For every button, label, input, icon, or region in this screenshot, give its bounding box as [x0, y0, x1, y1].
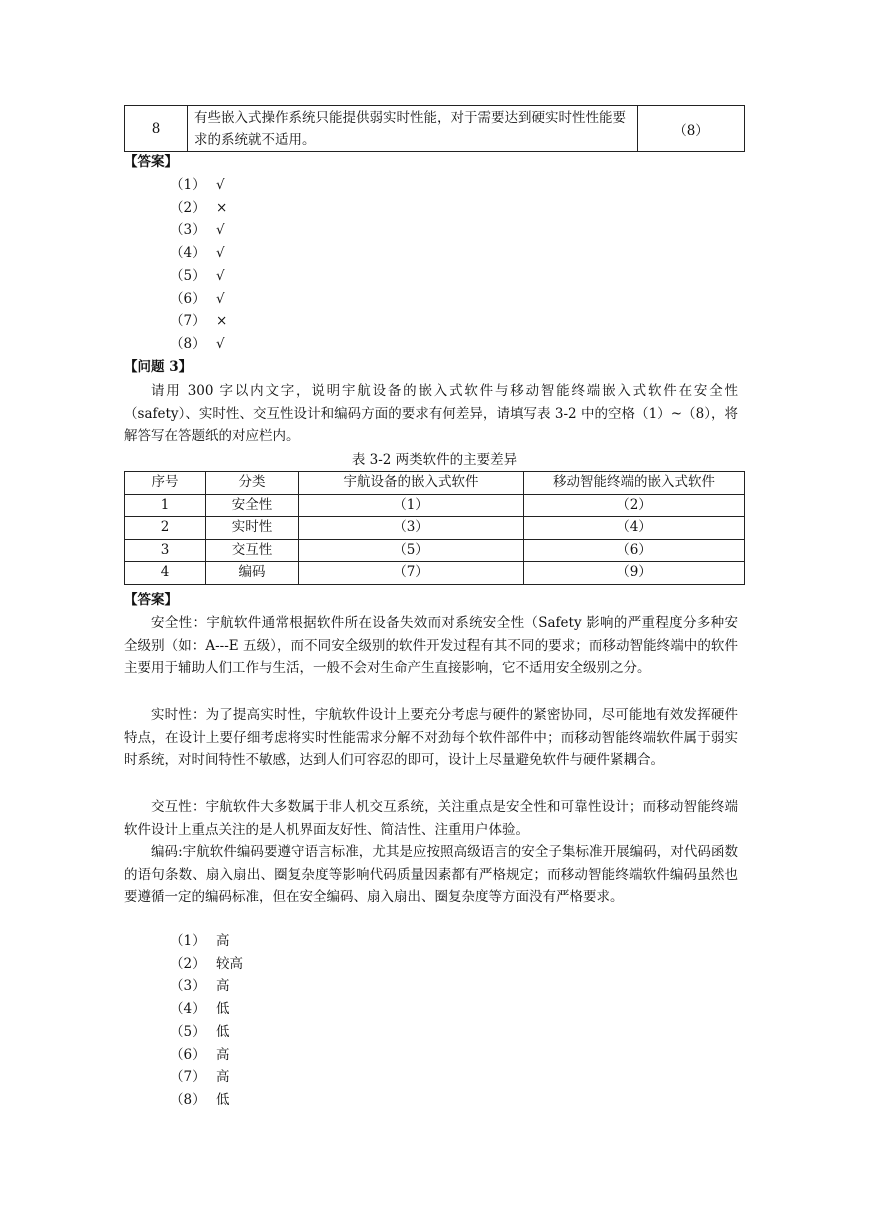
answer-item [170, 310, 227, 332]
paragraph-coding: 编码:宇航软件编码要遵守语言标准，尤其是应按照高级语言的安全子集标准开展编码，对代码函数的语句条数、扇入扇出、圈复杂度等影响代码质量因素都有严格规定；而移动智能终端软件编码虽然也要遵循一定的编码标准，但在安全编码、扇入扇出、圈复杂度等方面没有严格要求。 [124, 844, 738, 906]
answer-number: （8） [170, 335, 206, 352]
table-cell: 编码 [206, 562, 299, 585]
answer-number: （3） [170, 222, 206, 239]
question-3-heading: 【问题 3】 [124, 359, 193, 375]
table-cell: （7） [299, 562, 524, 585]
table-row [125, 562, 745, 585]
answer-item [170, 265, 225, 287]
answer-number: （2） [170, 199, 206, 216]
answer-item [170, 333, 225, 355]
answer-number: （5） [170, 267, 206, 284]
answer-heading: 【答案】 [124, 154, 178, 170]
answer-heading-2: 【答案】 [124, 592, 178, 608]
answer-value: √ [216, 177, 225, 193]
table-cell: 交互性 [206, 539, 299, 562]
answer-value: 较高 [216, 955, 243, 972]
table-cell: （3） [299, 517, 524, 540]
table-cell: 4 [125, 562, 206, 585]
question-3-text: 请用 300 字以内文字，说明宇航设备的嵌入式软件与移动智能终端嵌入式软件在安全性（safety）、实时性、交互性设计和编码方面的要求有何差异，请填写表 3-2 中的空格（1）~（8），将解答写在答题纸的对应栏内。 [124, 383, 738, 445]
answer-item [170, 1021, 230, 1043]
answer-value: 高 [216, 978, 230, 995]
answer-number: （1） [170, 933, 206, 949]
table-cell: （6） [524, 539, 745, 562]
column-header: 移动智能终端的嵌入式软件 [524, 472, 745, 495]
answer-number: （2） [170, 955, 206, 972]
table-row [125, 106, 745, 152]
table-cell: 1 [125, 494, 206, 517]
answer-number: （4） [170, 245, 206, 262]
table-cell-statement: 有些嵌入式操作系统只能提供弱实时性能，对于需要达到硬实时性性能要求的系统就不适用。 [188, 106, 638, 152]
answer-number: （4） [170, 1001, 206, 1018]
answer-item [170, 975, 230, 997]
answer-number: （1） [170, 177, 206, 193]
answer-item [170, 953, 243, 975]
answer-value: 高 [216, 933, 230, 949]
answer-number: （5） [170, 1023, 206, 1040]
answer-item [170, 1066, 230, 1088]
answer-item [170, 288, 225, 310]
table-cell: 3 [125, 539, 206, 562]
answer-number: （3） [170, 978, 206, 995]
table-row [125, 494, 745, 517]
table-cell: 安全性 [206, 494, 299, 517]
answer-value: √ [216, 335, 225, 352]
answer-value: 低 [216, 1001, 230, 1018]
paragraph-interaction: 交互性：宇航软件大多数属于非人机交互系统，关注重点是安全性和可靠性设计；而移动智能终端软件设计上重点关注的是人机界面友好性、简洁性、注重用户体验。 [124, 799, 738, 838]
answer-number: （6） [170, 290, 206, 307]
answer-item [170, 197, 227, 219]
answer-number: （6） [170, 1046, 206, 1063]
column-header: 序号 [125, 472, 206, 495]
answer-item [170, 219, 225, 241]
table-cell: （1） [299, 494, 524, 517]
answer-value: √ [216, 290, 225, 307]
paragraph-realtime: 实时性：为了提高实时性，宇航软件设计上要充分考虑与硬件的紧密协同，尽可能地有效发挥硬件特点，在设计上要仔细考虑将实时性能需求分解不对劲每个软件部件中；而移动智能终端软件属于弱实时系统，对时间特性不敏感，达到人们可容忍的即可，设计上尽量避免软件与硬件紧耦合。 [124, 707, 738, 769]
table-cell: （9） [524, 562, 745, 585]
table-row [125, 517, 745, 540]
answer-item [170, 242, 225, 264]
column-header: 宇航设备的嵌入式软件 [299, 472, 524, 495]
answer-value: 低 [216, 1091, 230, 1108]
answer-value: 高 [216, 1069, 230, 1086]
table-cell: （4） [524, 517, 745, 540]
table-caption: 表 3-2 两类软件的主要差异 [351, 452, 518, 468]
answer-item [170, 998, 230, 1020]
table-cell: （2） [524, 494, 745, 517]
answer-item [170, 174, 225, 196]
answer-value: 高 [216, 1046, 230, 1063]
answer-value: √ [216, 245, 225, 262]
table-header-row [125, 472, 745, 495]
answer-item [170, 930, 230, 952]
table-cell-blank: （8） [638, 106, 745, 152]
column-header: 分类 [206, 472, 299, 495]
answer-item [170, 1089, 230, 1111]
comparison-table [124, 471, 745, 585]
answer-number: （7） [170, 1069, 206, 1086]
answer-value: √ [216, 222, 225, 239]
answer-value: √ [216, 267, 225, 284]
table-row [125, 539, 745, 562]
table-cell: 2 [125, 517, 206, 540]
answer-value: × [216, 199, 228, 216]
answer-item [170, 1044, 230, 1066]
continued-table [124, 105, 745, 152]
answer-number: （7） [170, 313, 206, 330]
table-cell-number: 8 [125, 106, 188, 152]
answer-value: 低 [216, 1023, 230, 1040]
answer-value: × [216, 313, 228, 330]
table-cell: （5） [299, 539, 524, 562]
paragraph-safety: 安全性：宇航软件通常根据软件所在设备失效而对系统安全性（Safety 影响的严重程度分多种安全级别（如：A---E 五级），而不同安全级别的软件开发过程有其不同的要求；而移动智能终端中的软件主要用于辅助人们工作与生活，一般不会对生命产生直接影响，它不适用安全级别之分。 [124, 615, 738, 677]
table-cell: 实时性 [206, 517, 299, 540]
answer-number: （8） [170, 1091, 206, 1108]
